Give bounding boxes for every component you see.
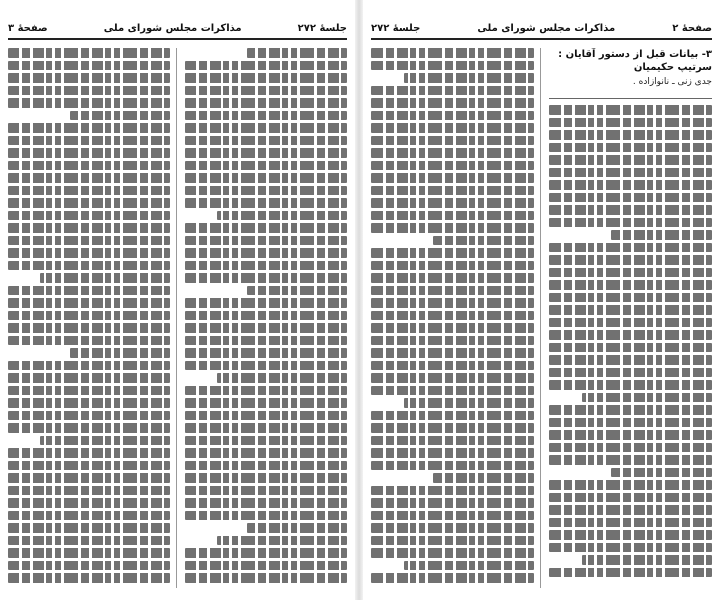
left-journal-title: مذاکرات مجلس شورای ملی bbox=[103, 22, 242, 34]
text-line bbox=[611, 468, 712, 478]
text-line bbox=[371, 411, 534, 421]
left-running-head bbox=[8, 18, 347, 40]
text-line bbox=[217, 536, 347, 546]
text-line bbox=[549, 205, 712, 215]
text-line bbox=[371, 511, 534, 521]
text-line bbox=[371, 186, 534, 196]
text-line bbox=[549, 455, 712, 465]
right-column-2 bbox=[371, 48, 541, 588]
text-line bbox=[185, 111, 347, 121]
text-line bbox=[371, 298, 534, 308]
text-line bbox=[371, 98, 534, 108]
text-line bbox=[8, 248, 170, 258]
text-line bbox=[185, 236, 347, 246]
text-line bbox=[185, 223, 347, 233]
left-page bbox=[0, 0, 355, 600]
text-line bbox=[8, 48, 170, 58]
text-line bbox=[549, 443, 712, 453]
text-line bbox=[185, 473, 347, 483]
text-line bbox=[185, 248, 347, 258]
text-line bbox=[404, 561, 534, 571]
text-line bbox=[371, 423, 534, 433]
text-line bbox=[371, 361, 534, 371]
text-line bbox=[371, 173, 534, 183]
text-line bbox=[549, 180, 712, 190]
text-line bbox=[549, 243, 712, 253]
text-line bbox=[549, 168, 712, 178]
text-line bbox=[8, 373, 170, 383]
text-line bbox=[611, 230, 712, 240]
left-session-label: جلسهٔ ۲۷۲ bbox=[297, 22, 347, 34]
text-line bbox=[185, 273, 347, 283]
text-line bbox=[185, 136, 347, 146]
text-line bbox=[371, 286, 534, 296]
text-line bbox=[8, 448, 170, 458]
text-line bbox=[371, 48, 534, 58]
text-line bbox=[185, 561, 347, 571]
text-line bbox=[40, 273, 170, 283]
text-line bbox=[185, 123, 347, 133]
text-line bbox=[371, 198, 534, 208]
text-line bbox=[549, 505, 712, 515]
text-line bbox=[8, 423, 170, 433]
text-line bbox=[185, 486, 347, 496]
text-line bbox=[8, 536, 170, 546]
text-line bbox=[185, 511, 347, 521]
text-line bbox=[549, 418, 712, 428]
text-line bbox=[70, 111, 170, 121]
text-line bbox=[8, 486, 170, 496]
text-line bbox=[371, 436, 534, 446]
text-line bbox=[8, 186, 170, 196]
text-line bbox=[549, 480, 712, 490]
text-line bbox=[185, 336, 347, 346]
section-divider bbox=[549, 98, 712, 99]
text-line bbox=[185, 386, 347, 396]
text-line bbox=[8, 473, 170, 483]
text-line bbox=[371, 486, 534, 496]
text-line bbox=[549, 518, 712, 528]
left-column-1 bbox=[185, 48, 347, 588]
text-line bbox=[185, 361, 347, 371]
text-line bbox=[185, 311, 347, 321]
text-line bbox=[8, 398, 170, 408]
text-line bbox=[40, 436, 170, 446]
text-line bbox=[549, 568, 712, 578]
text-line bbox=[549, 430, 712, 440]
text-line bbox=[549, 255, 712, 265]
right-page-label: صفحهٔ ۲ bbox=[672, 22, 712, 34]
text-line bbox=[371, 61, 534, 71]
text-line bbox=[70, 348, 170, 358]
text-line bbox=[371, 573, 534, 583]
text-line bbox=[185, 148, 347, 158]
text-line bbox=[371, 523, 534, 533]
text-line bbox=[371, 448, 534, 458]
text-line bbox=[549, 493, 712, 503]
text-line bbox=[371, 223, 534, 233]
text-line bbox=[371, 248, 534, 258]
text-line bbox=[185, 323, 347, 333]
text-line bbox=[371, 86, 534, 96]
text-line bbox=[549, 343, 712, 353]
text-line bbox=[185, 411, 347, 421]
text-line bbox=[549, 380, 712, 390]
text-line bbox=[371, 548, 534, 558]
text-line bbox=[371, 536, 534, 546]
text-line bbox=[371, 111, 534, 121]
text-line bbox=[185, 436, 347, 446]
text-line bbox=[549, 130, 712, 140]
text-line bbox=[8, 523, 170, 533]
text-line bbox=[185, 423, 347, 433]
text-line bbox=[185, 86, 347, 96]
text-line bbox=[549, 355, 712, 365]
section-heading: ۳- بیانات قبل از دستور آقایان : سرتیپ حکیمیان bbox=[558, 49, 712, 73]
text-line bbox=[549, 280, 712, 290]
text-line bbox=[8, 498, 170, 508]
text-line bbox=[185, 461, 347, 471]
text-line bbox=[8, 148, 170, 158]
text-line bbox=[404, 398, 534, 408]
section-subheading: جدی زنی ـ نانوازاده . bbox=[632, 77, 712, 87]
text-line bbox=[185, 161, 347, 171]
text-line bbox=[8, 573, 170, 583]
text-line bbox=[433, 236, 534, 246]
text-line bbox=[549, 193, 712, 203]
text-line bbox=[185, 198, 347, 208]
text-line bbox=[8, 561, 170, 571]
text-line bbox=[549, 293, 712, 303]
text-line bbox=[8, 386, 170, 396]
text-line bbox=[549, 330, 712, 340]
text-line bbox=[8, 336, 170, 346]
text-line bbox=[404, 73, 534, 83]
text-line bbox=[8, 73, 170, 83]
text-line bbox=[549, 318, 712, 328]
text-line bbox=[371, 498, 534, 508]
left-column-2 bbox=[8, 48, 177, 588]
text-line bbox=[8, 61, 170, 71]
text-line bbox=[185, 498, 347, 508]
text-line bbox=[185, 261, 347, 271]
text-line bbox=[8, 411, 170, 421]
text-line bbox=[582, 555, 712, 565]
text-line bbox=[371, 211, 534, 221]
text-line bbox=[247, 48, 347, 58]
text-line bbox=[549, 530, 712, 540]
text-line bbox=[371, 261, 534, 271]
right-page bbox=[363, 0, 720, 600]
text-line bbox=[185, 298, 347, 308]
left-page-label: صفحهٔ ۳ bbox=[8, 22, 48, 34]
text-line bbox=[8, 86, 170, 96]
text-line bbox=[8, 198, 170, 208]
text-line bbox=[433, 473, 534, 483]
text-line bbox=[371, 148, 534, 158]
text-line bbox=[247, 523, 347, 533]
text-line bbox=[185, 548, 347, 558]
text-line bbox=[185, 398, 347, 408]
text-line bbox=[8, 286, 170, 296]
text-line bbox=[549, 143, 712, 153]
right-column-1 bbox=[549, 48, 712, 588]
text-line bbox=[8, 323, 170, 333]
text-line bbox=[8, 211, 170, 221]
binding-gutter bbox=[355, 0, 363, 600]
text-line bbox=[371, 373, 534, 383]
text-line bbox=[371, 348, 534, 358]
text-line bbox=[8, 98, 170, 108]
text-line bbox=[8, 511, 170, 521]
text-line bbox=[217, 211, 347, 221]
text-line bbox=[8, 311, 170, 321]
text-line bbox=[582, 393, 712, 403]
text-line bbox=[185, 98, 347, 108]
text-line bbox=[371, 461, 534, 471]
right-journal-title: مذاکرات مجلس شورای ملی bbox=[477, 22, 616, 34]
text-line bbox=[549, 218, 712, 228]
text-line bbox=[371, 161, 534, 171]
text-line bbox=[185, 61, 347, 71]
text-line bbox=[8, 461, 170, 471]
text-line bbox=[371, 273, 534, 283]
text-line bbox=[217, 373, 347, 383]
text-line bbox=[549, 118, 712, 128]
text-line bbox=[8, 261, 170, 271]
text-line bbox=[8, 136, 170, 146]
right-text-columns bbox=[371, 48, 712, 588]
text-line bbox=[371, 323, 534, 333]
right-session-label: جلسهٔ ۲۷۲ bbox=[371, 22, 421, 34]
text-line bbox=[8, 548, 170, 558]
text-line bbox=[185, 186, 347, 196]
text-line bbox=[549, 368, 712, 378]
right-running-head bbox=[371, 18, 712, 40]
text-line bbox=[371, 123, 534, 133]
text-line bbox=[371, 136, 534, 146]
text-line bbox=[549, 268, 712, 278]
text-line bbox=[549, 305, 712, 315]
text-line bbox=[371, 336, 534, 346]
text-line bbox=[371, 386, 534, 396]
text-line bbox=[8, 236, 170, 246]
text-line bbox=[549, 105, 712, 115]
text-line bbox=[371, 311, 534, 321]
text-line bbox=[185, 173, 347, 183]
text-line bbox=[8, 223, 170, 233]
text-line bbox=[549, 543, 712, 553]
text-line bbox=[185, 448, 347, 458]
text-line bbox=[549, 155, 712, 165]
text-line bbox=[549, 405, 712, 415]
text-line bbox=[8, 173, 170, 183]
text-line bbox=[185, 573, 347, 583]
text-line bbox=[8, 298, 170, 308]
text-line bbox=[247, 286, 347, 296]
text-line bbox=[8, 361, 170, 371]
text-line bbox=[185, 73, 347, 83]
text-line bbox=[8, 123, 170, 133]
text-line bbox=[8, 161, 170, 171]
left-text-columns bbox=[8, 48, 347, 588]
text-line bbox=[185, 348, 347, 358]
